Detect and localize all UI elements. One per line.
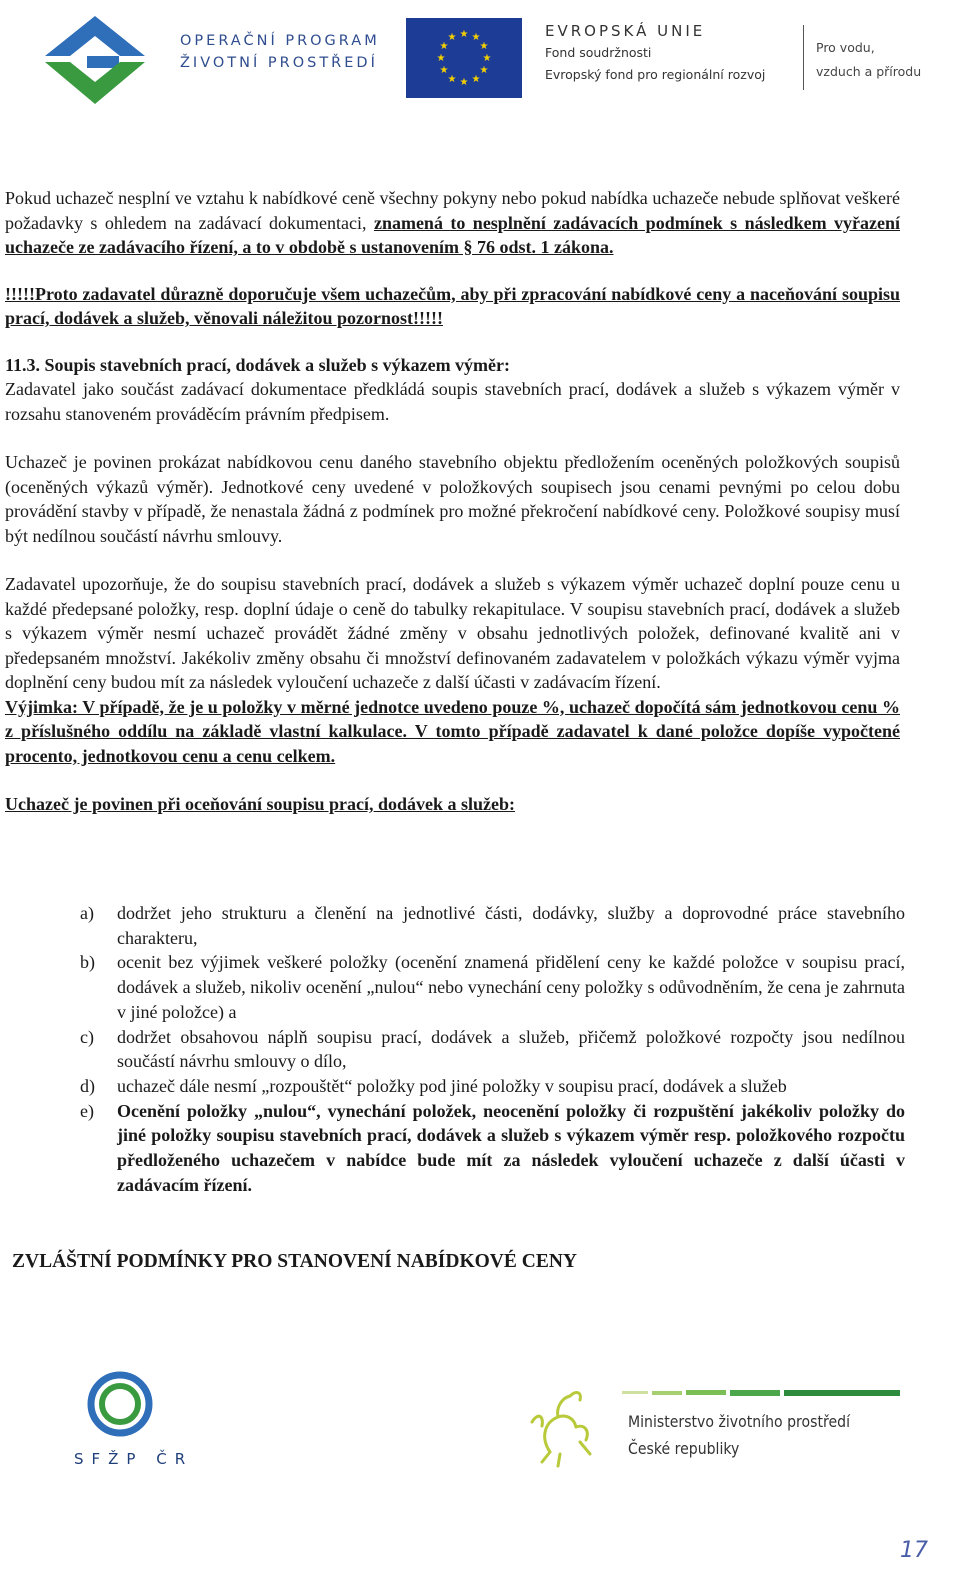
- document-body: [5, 186, 900, 817]
- svg-text:★: ★: [479, 65, 489, 76]
- motto-line-1: Pro vodu,: [816, 40, 875, 55]
- list-marker: a): [80, 903, 94, 923]
- list-marker: b): [80, 952, 95, 973]
- list-text: uchazeč dále nesmí „rozpouštět“ položky pod jiné položky v soupisu prací, dodávek a služeb: [117, 1075, 787, 1096]
- motto: [816, 36, 921, 84]
- duty-list: [80, 901, 905, 1197]
- ministry-line-1: Ministerstvo životního prostředí: [628, 1412, 850, 1431]
- eu-text: [545, 20, 765, 86]
- page-header: [0, 0, 960, 130]
- section-paragraph-1: Zadavatel jako součást zadávací dokumentace předkládá soupis stavebních prací, dodávek a služeb s výkazem výměr v rozsahu stanoveném prováděcím právním předpisem.: [5, 379, 900, 424]
- eu-fund-2: Evropský fond pro regionální rozvoj: [545, 67, 766, 82]
- svg-text:★: ★: [447, 32, 457, 43]
- svg-text:★: ★: [471, 74, 481, 85]
- ministry-logo-text: [628, 1408, 850, 1462]
- eu-flag-icon: [406, 18, 522, 98]
- section-paragraph-3: Zadavatel upozorňuje, že do soupisu stavebních prací, dodávek a služeb s výkazem výměr uchazeč doplní pouze cenu u každé předepsané položky, resp. doplní údaje o ceně do tabulky rekapitulace. V soupisu stavebních prací, dodávek a služeb s výkazem výměr nesmí uchazeč provádět žádné změny v obsahu jednotlivých položek, definované kvalitě ani v předepsaném množství. Jakékoliv změny obsahu či množství definovaném zadavatelem v položkách výkazu výměr vyjma doplnění ceny budou mít za následek vyloučení uchazeče z další účasti v zadávacím řízení.: [5, 574, 900, 692]
- list-item: [80, 1074, 905, 1099]
- page-number: 17: [900, 1538, 928, 1563]
- motto-line-2: vzduch a přírodu: [816, 64, 922, 79]
- svg-text:★: ★: [479, 41, 489, 52]
- lion-emblem-icon: [520, 1382, 612, 1468]
- op-zp-logo-icon: [35, 8, 165, 108]
- list-text: Ocenění položky „nulou“, vynechání položek, neocenění položky či rozpuštění jakékoliv položky do jiné položky soupisu stavebních prací, dodávek a služeb s výkazem výměr resp. položkového rozpočtu předloženého uchazečem v nabídce bude mít za následek vyloučení uchazeče z další účasti v zadávacím řízení.: [117, 1100, 905, 1195]
- header-divider: [803, 25, 804, 90]
- op-line-1: OPERAČNÍ PROGRAM: [180, 33, 380, 49]
- op-zp-logo-text: [180, 30, 380, 74]
- svg-text:★: ★: [447, 74, 457, 85]
- section-paragraph-2: Uchazeč je povinen prokázat nabídkovou cenu daného stavebního objektu předložením oceněných položkových soupisů (oceněných výkazů výměr). Jednotkové ceny uvedené v položkových soupisech jsou cenami pevnými po celou dobu provádění stavby v případě, že nenastala žádná z podmínek pro možné překročení nabídkové ceny. Položkové soupisy musí být nedílnou součástí návrhu smlouvy.: [5, 452, 900, 546]
- svg-text:★: ★: [459, 29, 469, 40]
- ministry-color-bar: [622, 1389, 900, 1397]
- list-item: [80, 1099, 905, 1198]
- ministry-line-2: České republiky: [628, 1439, 740, 1458]
- list-text: ocenit bez výjimek veškeré položky (ocenění znamená přidělení ceny ke každé položce v soupisu prací, dodávek a služeb, nikoliv ocenění „nulou“ nebo vynechání ceny položky s odůvodněním, že cena je zahrnuta v jiné položce) a: [117, 952, 905, 1022]
- eu-fund-1: Fond soudržnosti: [545, 45, 652, 60]
- svg-text:★: ★: [439, 65, 449, 76]
- list-marker: c): [80, 1026, 94, 1047]
- svg-text:★: ★: [459, 77, 469, 88]
- intro-text: Pokud uchazeč nesplní ve vztahu k nabídkové ceně všechny pokyny nebo pokud nabídka uchazeče nebude splňovat veškeré požadavky s ohledem na zadávací dokumentaci,: [5, 188, 900, 233]
- duty-heading: Uchazeč je povinen při oceňování soupisu prací, dodávek a služeb:: [5, 794, 516, 814]
- warning-paragraph: !!!!!Proto zadavatel důrazně doporučuje všem uchazečům, aby při zpracování nabídkové ceny a naceňování soupisu prací, dodávek a služeb, věnovali náležitou pozornost!!!!!: [5, 283, 900, 328]
- sfzp-logo-icon: [80, 1370, 160, 1440]
- eu-title: EVROPSKÁ UNIE: [545, 22, 706, 40]
- special-conditions-heading: ZVLÁŠTNÍ PODMÍNKY PRO STANOVENÍ NABÍDKOVÉ CENY: [12, 1251, 578, 1272]
- intro-paragraph: [5, 186, 900, 260]
- list-item: [80, 1025, 905, 1074]
- list-marker: e): [80, 1100, 94, 1121]
- sfzp-logo-text: SFŽP ČR: [74, 1450, 194, 1468]
- list-marker: d): [80, 1075, 95, 1096]
- list-text: dodržet jeho strukturu a členění na jednotlivé části, dodávky, služby a doprovodné práce stavebního charakteru,: [117, 903, 905, 948]
- list-item: [80, 950, 905, 1024]
- svg-text:★: ★: [439, 41, 449, 52]
- section-heading: 11.3. Soupis stavebních prací, dodávek a služeb s výkazem výměr:: [5, 354, 511, 375]
- intro-emphasis: znamená to nesplnění zadávacích podmínek s následkem vyřazení uchazeče ze zadávacího řízení, a to v obdobě s ustanovením § 76 odst. 1 zákona.: [5, 212, 900, 257]
- op-line-2: ŽIVOTNÍ PROSTŘEDÍ: [180, 55, 378, 71]
- svg-text:★: ★: [471, 32, 481, 43]
- exception-paragraph: Výjimka: V případě, že je u položky v měrné jednotce uvedeno pouze %, uchazeč dopočítá sám jednotkovou cenu % z příslušného oddílu na základě vlastní kalkulace. V tomto případě zadavatel k dané položce dopíše vypočtené procento, jednotkovou cenu a cenu celkem.: [5, 696, 900, 766]
- svg-text:★: ★: [436, 53, 446, 64]
- list-text: dodržet obsahovou náplň soupisu prací, dodávek a služeb, přičemž položkové rozpočty jsou nedílnou součástí návrhu smlouvy o dílo,: [117, 1026, 905, 1072]
- svg-text:★: ★: [482, 53, 492, 64]
- list-item: [80, 901, 905, 950]
